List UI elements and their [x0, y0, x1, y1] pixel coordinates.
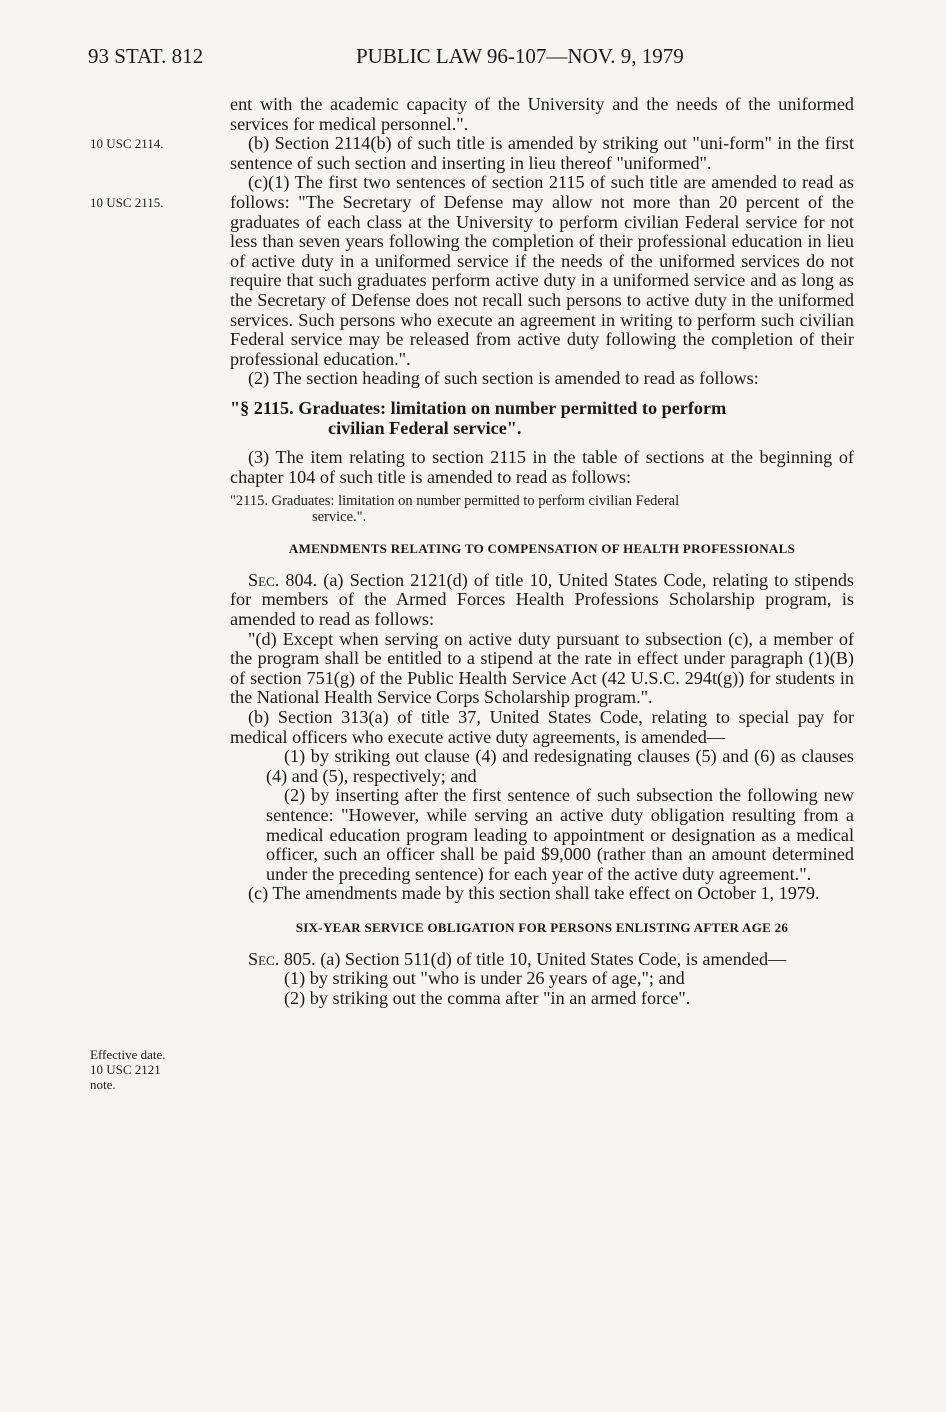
paragraph-continuation: ent with the academic capacity of the University and the needs of the uniformed services for medical personnel.".	[230, 94, 854, 134]
paragraph-sec-804-b: (b) Section 313(a) of title 37, United States Code, relating to special pay for medical officers who execute active duty agreements, is amended—	[230, 707, 854, 747]
section-label: Sec. 805.	[248, 948, 316, 969]
margin-note-line: Effective date.	[90, 1047, 166, 1062]
paragraph-c2: (2) The section heading of such section is amended to read as follows:	[248, 368, 759, 389]
clause-1-805: (1) by striking out "who is under 26 years of age,"; and	[284, 968, 685, 989]
margin-note-effective-date	[90, 1047, 210, 1092]
section-heading-2115	[230, 399, 854, 438]
paragraph-c1-2115: (c)(1) The first two sentences of section 2115 of such title are amended to read as follows: "The Secretary of Defense may allow not more than 20 percent of the graduates of each class at the University to perform civilian Federal service for not less than seven years following the completion of their professional education in lieu of active duty in a uniformed service if the needs of the uniformed services do not require that such graduates perform active duty in a uniformed service and as long as the Secretary of Defense does not recall such persons to active duty in the uniformed services. Such persons who execute an agreement in writing to perform such civilian Federal service may be released from active duty following the completion of their professional education.".	[230, 172, 854, 369]
paragraph-b-2114: (b) Section 2114(b) of such title is amended by striking out "uni-form" in the first sentence of such section and inserting in lieu thereof "uniformed".	[230, 133, 854, 173]
margin-note-line: 10 USC 2121	[90, 1062, 161, 1077]
paragraph-text: (a) Section 2121(d) of title 10, United States Code, relating to stipends for members of the Armed Forces Health Professions Scholarship program, is amended to read as follows:	[230, 569, 854, 630]
margin-note-line: note.	[90, 1077, 116, 1092]
paragraph-sec-805-a	[230, 950, 854, 970]
paragraph-sec-804-c: (c) The amendments made by this section shall take effect on October 1, 1979.	[248, 883, 820, 904]
clause-2-805: (2) by striking out the comma after "in an armed force".	[284, 987, 691, 1008]
margin-note-usc-2115: 10 USC 2115.	[90, 195, 164, 210]
paragraph-c3: (3) The item relating to section 2115 in the table of sections at the beginning of chapter 104 of such title is amended to read as follows:	[230, 447, 854, 487]
heading-six-year-obligation: SIX-YEAR SERVICE OBLIGATION FOR PERSONS ENLISTING AFTER AGE 26	[295, 919, 789, 935]
paragraph-quoted-d: "(d) Except when serving on active duty pursuant to subsection (c), a member of the program shall be entitled to a stipend at the rate in effect under paragraph (1)(B) of section 751(g) of the Public Health Service Act (42 U.S.C. 294t(g)) for students in the National Health Service Corps Scholarship program.".	[230, 628, 854, 708]
clause-2: (2) by inserting after the first sentence of such subsection the following new sentence: "However, while serving an active duty obligation resulting from a medical education program leading to appointment or designation as a medical officer, such an officer shall be paid $9,000 (rather than an amount determined under the preceding sentence) for each year of the active duty agreement.".	[266, 785, 854, 884]
heading-health-professionals: AMENDMENTS RELATING TO COMPENSATION OF HEALTH PROFESSIONALS	[288, 541, 796, 557]
table-item-2115	[230, 493, 854, 525]
table-item-line: service.".	[312, 509, 367, 526]
statute-page-number: 93 STAT. 812	[88, 44, 204, 68]
section-label: Sec. 804.	[248, 569, 318, 590]
table-item-line: "2115. Graduates: limitation on number permitted to perform civilian Federal	[230, 493, 680, 510]
paragraph-text: (a) Section 511(d) of title 10, United States Code, is amended—	[320, 948, 787, 969]
page-title: PUBLIC LAW 96-107—NOV. 9, 1979	[356, 44, 684, 68]
clause-1: (1) by striking out clause (4) and redesignating clauses (5) and (6) as clauses (4) and (5), respectively; and	[266, 746, 854, 786]
section-heading-line: "§ 2115. Graduates: limitation on number permitted to perform	[230, 397, 727, 418]
section-heading-line: civilian Federal service".	[328, 417, 522, 438]
document-body	[230, 95, 854, 1008]
margin-note-usc-2114: 10 USC 2114.	[90, 136, 164, 151]
paragraph-sec-804-a	[230, 571, 854, 630]
